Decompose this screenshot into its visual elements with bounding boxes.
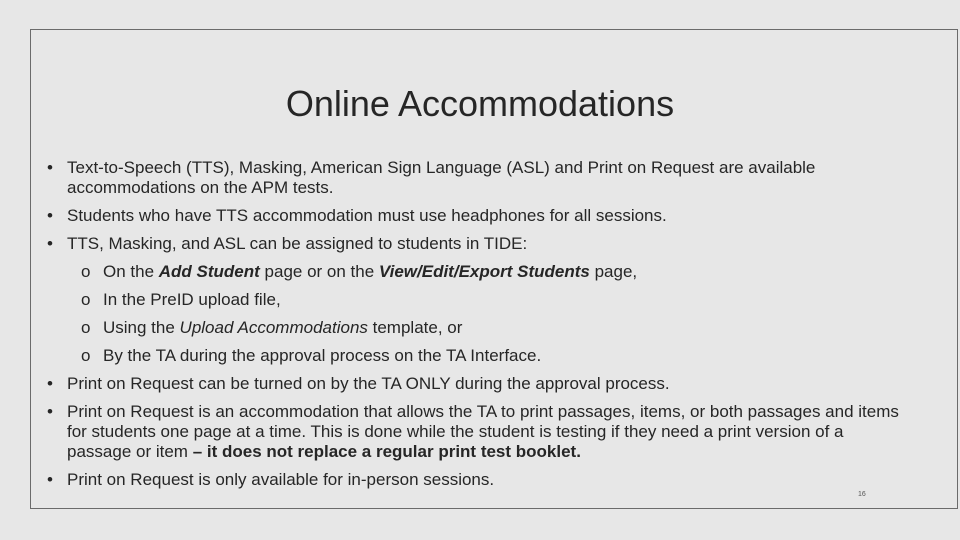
sub-list-item <box>47 290 907 310</box>
bullet-list <box>47 158 907 498</box>
list-item <box>47 206 907 226</box>
bullet-icon: • <box>47 158 53 177</box>
sub-item-text: By the TA during the approval process on the TA Interface. <box>103 346 542 365</box>
sub-list-item <box>47 318 907 338</box>
list-item <box>47 402 907 462</box>
list-item-text: Students who have TTS accommodation must use headphones for all sessions. <box>67 206 667 225</box>
list-item-text: Text-to-Speech (TTS), Masking, American Sign Language (ASL) and Print on Request are available accommodations on the APM tests. <box>67 158 816 197</box>
text-run: Using the <box>103 318 180 337</box>
text-run: Print on Request is an accommodation that allows the TA to print passages, items, or both passages and items for students one page at a time. This is done while the student is testing if they need a print version of a passage or item <box>67 402 899 461</box>
bullet-icon: • <box>47 402 53 421</box>
list-item <box>47 374 907 394</box>
bullet-icon: • <box>47 374 53 393</box>
list-item-text <box>67 402 899 461</box>
sub-item-text <box>103 318 462 337</box>
sub-bullet-icon: o <box>81 262 91 281</box>
text-run: page or on the <box>259 262 379 281</box>
sub-item-text: In the PreID upload file, <box>103 290 281 309</box>
sub-item-text <box>103 262 637 281</box>
bullet-icon: • <box>47 234 53 253</box>
list-item-text: Print on Request is only available for in-person sessions. <box>67 470 495 489</box>
list-item <box>47 158 907 198</box>
sub-bullet-icon: o <box>81 346 91 365</box>
list-item-text: TTS, Masking, and ASL can be assigned to students in TIDE: <box>67 234 528 253</box>
sub-list-item <box>47 346 907 366</box>
slide-title: Online Accommodations <box>285 83 675 124</box>
list-item <box>47 234 907 254</box>
bullet-icon: • <box>47 470 53 489</box>
sub-bullet-icon: o <box>81 290 91 309</box>
add-student-page-name: Add Student <box>158 262 260 281</box>
page-number: 16 <box>858 491 866 498</box>
sub-bullet-icon: o <box>81 318 91 337</box>
bullet-icon: • <box>47 206 53 225</box>
text-run: On the <box>103 262 159 281</box>
text-run: template, or <box>367 318 463 337</box>
sub-list-item <box>47 262 907 282</box>
text-run: page, <box>589 262 638 281</box>
upload-accommodations-name: Upload Accommodations <box>179 318 368 337</box>
emphasis-text: – it does not replace a regular print test booklet. <box>192 442 581 461</box>
view-edit-export-page-name: View/Edit/Export Students <box>378 262 590 281</box>
list-item-text: Print on Request can be turned on by the TA ONLY during the approval process. <box>67 374 670 393</box>
list-item <box>47 470 907 490</box>
